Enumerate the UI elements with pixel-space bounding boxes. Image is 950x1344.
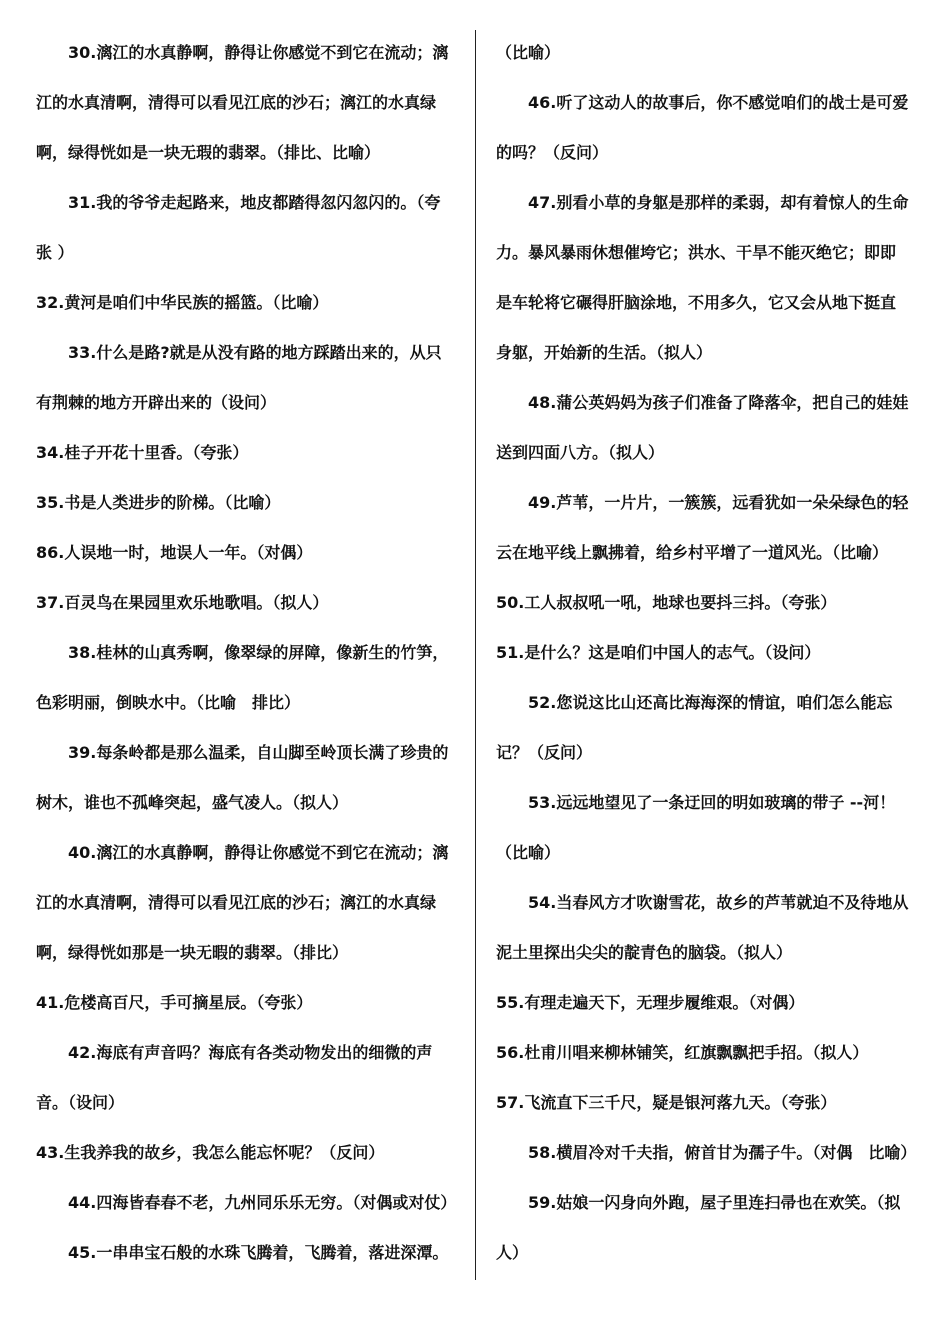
text-line: 48.蒲公英妈妈为孩子们准备了降落伞，把自己的娃娃 — [528, 393, 909, 412]
text-line: 泥土里探出尖尖的靛青色的脑袋。（拟人） — [496, 943, 793, 962]
text-line: 42.海底有声音吗？海底有各类动物发出的细微的声 — [68, 1043, 433, 1062]
text-line: 力。暴风暴雨休想催垮它；洪水、干旱不能灭绝它；即即 — [496, 243, 897, 262]
text-line: （比喻） — [496, 843, 561, 862]
text-line: 啊，绿得恍如是一块无瑕的翡翠。（排比、比喻） — [36, 143, 381, 162]
text-line: 59.姑娘一闪身向外跑，屋子里连扫帚也在欢笑。（拟 — [528, 1193, 901, 1212]
text-line: 江的水真清啊，清得可以看见江底的沙石；漓江的水真绿 — [36, 893, 437, 912]
text-line: 51.是什么？这是咱们中国人的志气。（设问） — [496, 643, 821, 662]
text-line: 37.百灵鸟在果园里欢乐地歌唱。（拟人） — [36, 593, 329, 612]
text-line: 35.书是人类进步的阶梯。（比喻） — [36, 493, 281, 512]
text-line: 44.四海皆春春不老，九州同乐乐无穷。（对偶或对仗） — [68, 1193, 457, 1212]
text-line: 记？（反问） — [496, 743, 593, 762]
left-column — [36, 28, 460, 1278]
text-line: 有荆棘的地方开辟出来的（设问） — [36, 393, 277, 412]
text-line: 40.漓江的水真静啊，静得让你感觉不到它在流动；漓 — [68, 843, 449, 862]
right-column — [496, 28, 920, 1278]
text-line: 86.人误地一时，地误人一年。（对偶） — [36, 543, 313, 562]
text-line: 47.别看小草的身躯是那样的柔弱，却有着惊人的生命 — [528, 193, 909, 212]
text-line: 是车轮将它碾得肝脑涂地，不用多久，它又会从地下挺直 — [496, 293, 897, 312]
text-line: 江的水真清啊，清得可以看见江底的沙石；漓江的水真绿 — [36, 93, 437, 112]
text-line: 43.生我养我的故乡，我怎么能忘怀呢？（反问） — [36, 1143, 385, 1162]
text-line: 33.什么是路?就是从没有路的地方踩踏出来的，从只 — [68, 343, 442, 362]
text-line: （比喻） — [496, 43, 561, 62]
text-line: 53.远远地望见了一条迂回的明如玻璃的带子 --河！ — [528, 793, 896, 812]
text-line: 50.工人叔叔吼一吼，地球也要抖三抖。（夸张） — [496, 593, 837, 612]
text-line: 58.横眉冷对千夫指，俯首甘为孺子牛。（对偶 比喻） — [528, 1143, 917, 1162]
text-line: 的吗？（反问） — [496, 143, 609, 162]
text-line: 送到四面八方。（拟人） — [496, 443, 665, 462]
text-line: 49.芦苇，一片片，一簇簇，远看犹如一朵朵绿色的轻 — [528, 493, 909, 512]
text-line: 32.黄河是咱们中华民族的摇篮。（比喻） — [36, 293, 329, 312]
text-line: 41.危楼高百尺，手可摘星辰。（夸张） — [36, 993, 313, 1012]
text-line: 身躯，开始新的生活。（拟人） — [496, 343, 713, 362]
text-line: 31.我的爷爷走起路来，地皮都踏得忽闪忽闪的。（夸 — [68, 193, 441, 212]
text-line: 39.每条岭都是那么温柔，自山脚至岭顶长满了珍贵的 — [68, 743, 449, 762]
text-line: 56.杜甫川唱来柳林铺笑，红旗飘飘把手招。（拟人） — [496, 1043, 869, 1062]
text-line: 色彩明丽，倒映水中。（比喻 排比） — [36, 693, 301, 712]
text-line: 46.听了这动人的故事后，你不感觉咱们的战士是可爱 — [528, 93, 909, 112]
text-line: 啊，绿得恍如那是一块无暇的翡翠。（排比） — [36, 943, 349, 962]
text-line: 38.桂林的山真秀啊，像翠绿的屏障，像新生的竹笋， — [68, 643, 449, 662]
text-line: 30.漓江的水真静啊，静得让你感觉不到它在流动；漓 — [68, 43, 449, 62]
text-line: 云在地平线上飘拂着，给乡村平增了一道风光。（比喻） — [496, 543, 889, 562]
text-line: 57.飞流直下三千尺，疑是银河落九天。（夸张） — [496, 1093, 837, 1112]
text-line: 音。（设问） — [36, 1093, 125, 1112]
text-line: 45.一串串宝石般的水珠飞腾着，飞腾着，落进深潭。 — [68, 1243, 449, 1262]
text-line: 张 ） — [36, 243, 74, 262]
text-line: 54.当春风方才吹谢雪花，故乡的芦苇就迫不及待地从 — [528, 893, 909, 912]
text-line: 树木，谁也不孤峰突起，盛气凌人。（拟人） — [36, 793, 349, 812]
text-line: 52.您说这比山还高比海海深的情谊，咱们怎么能忘 — [528, 693, 893, 712]
column-divider — [475, 30, 476, 1280]
text-line: 34.桂子开花十里香。（夸张） — [36, 443, 249, 462]
text-line: 人） — [496, 1243, 529, 1262]
text-line: 55.有理走遍天下，无理步履维艰。（对偶） — [496, 993, 805, 1012]
